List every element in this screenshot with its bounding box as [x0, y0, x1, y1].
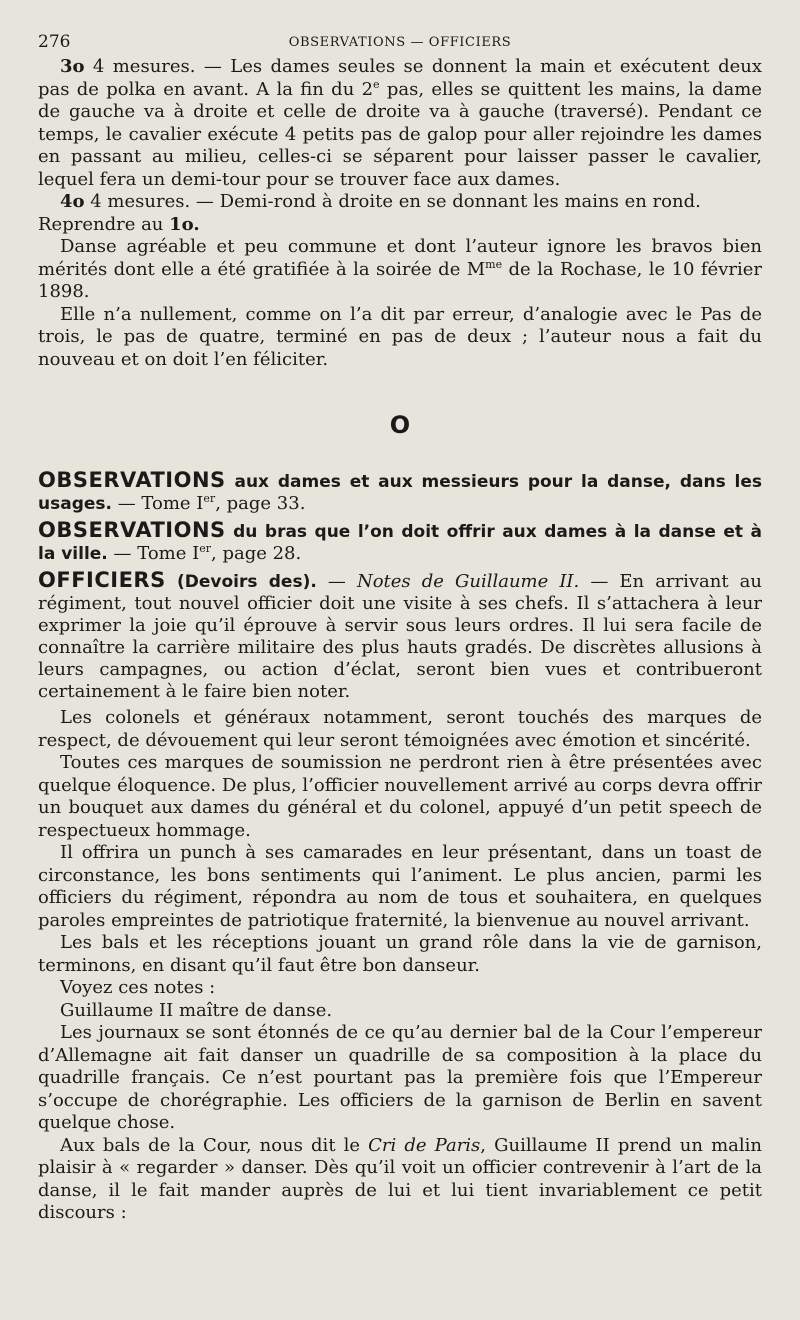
paragraph-step-4: 4o 4 mesures. — Demi-rond à droite en se donnant les mains en rond.	[60, 191, 701, 212]
entry-keyword: OBSERVATIONS	[38, 518, 226, 542]
paragraph-comment: Danse agréable et peu commune et dont l’auteur ignore les bravos bien mérités dont elle a été gratifiée à la soirée de $M^{me}$ de la Rochase, le 10 février 1898.	[38, 236, 762, 302]
paragraph-repeat: Reprendre au 1o.	[38, 213, 200, 235]
paragraph-body-3: Il offrira un punch à ses camarades en leur présentant, dans un toast de circonstance, les bons sentiments qui l’animent. Le plus ancien, parmi les officiers du régiment, répondra au nom de tous et souhaitera, en quelques paroles empreintes de patriotique fraternité, la bienvenue au nouvel arrivant.	[38, 842, 762, 931]
running-title: OBSERVATIONS — OFFICIERS	[288, 35, 512, 50]
entry-observations-bras: OBSERVATIONS du bras que l’on doit offrir aux dames à la danse et à la ville. — Tome Ier, page 28.	[38, 518, 762, 564]
paragraph-body-7: Les journaux se sont étonnés de ce qu’au dernier bal de la Cour l’empereur d’Allemagne ait fait danser un quadrille de sa composition à la place du quadrille français. Ce n’est pourtant pas la première fois que l’Empereur s’occupe de chorégraphie. Les officiers de la garnison de Berlin en savent quelque chose.	[38, 1022, 762, 1133]
paragraph-body-4: Les bals et les réceptions jouant un grand rôle dans la vie de garnison, terminons, en disant qu’il faut être bon danseur.	[38, 932, 762, 976]
entry-keyword: OBSERVATIONS	[38, 468, 226, 492]
paragraph-step-3: 3o 4 mesures. — Les dames seules se donnent la main et exécutent deux pas de polka en avant. A la fin du 2e pas, elles se quittent les mains, la dame de gauche va à droite et celle de droite va à gauche (traversé). Pendant ce temps, le cavalier exécute 4 petits pas de galop pour aller rejoindre les dames en passant au milieu, celles-ci se séparent pour laisser passer le cavalier, lequel fera un demi-tour pour se trouver face aux dames.	[38, 56, 763, 190]
paragraph-body-5: Voyez ces notes :	[60, 977, 216, 998]
paragraph-analogy: Elle n’a nullement, comme on l’a dit par erreur, d’analogie avec le Pas de trois, le pas de quatre, terminé en pas de deux ; l’auteur nous a fait du nouveau et on doit l’en féliciter.	[38, 303, 762, 370]
entry-keyword: OFFICIERS	[38, 568, 166, 592]
entry-officiers: OFFICIERS (Devoirs des). — Notes de Guillaume II. — En arrivant au régiment, tout nouvel officier doit une visite à ses chefs. Il s’attachera à leur exprimer la joie qu’il éprouve à servir sous leurs ordres. Il lui sera facile de connaître la carrière militaire des plus hauts gradés. De discrètes allusions à leurs campagnes, ou action d’éclat, seront bien vues et contribueront certainement à le faire bien noter.	[38, 568, 763, 702]
paragraph-body-6: Guillaume II maître de danse.	[60, 999, 333, 1021]
entry-observations-dames: OBSERVATIONS aux dames et aux messieurs pour la danse, dans les usages. — Tome Ier, page 33.	[38, 468, 762, 514]
paragraph-body-8: Aux bals de la Cour, nous dit le Cri de Paris, Guillaume II prend un malin plaisir à « regarder » danser. Dès qu’il voit un officier contrevenir à l’art de la danse, il le fait mander auprès de lui et lui tient invariablement ce petit discours :	[38, 1134, 762, 1223]
section-letter: O	[389, 411, 411, 439]
paragraph-body-2: Toutes ces marques de soumission ne perdront rien à être présentées avec quelque éloquence. De plus, l’officier nouvellement arrivé au corps devra offrir un bouquet aux dames du général et du colonel, appuyé d’un petit speech de respectueux hommage.	[38, 752, 762, 841]
paragraph-body-1: Les colonels et généraux notamment, seront touchés des marques de respect, de dévouement qui leur seront témoignées avec émotion et sincérité.	[38, 707, 762, 751]
page-number: 276	[38, 32, 71, 52]
running-head	[38, 30, 762, 56]
step-number: 3o	[60, 56, 85, 77]
step-number: 4o	[60, 191, 85, 212]
